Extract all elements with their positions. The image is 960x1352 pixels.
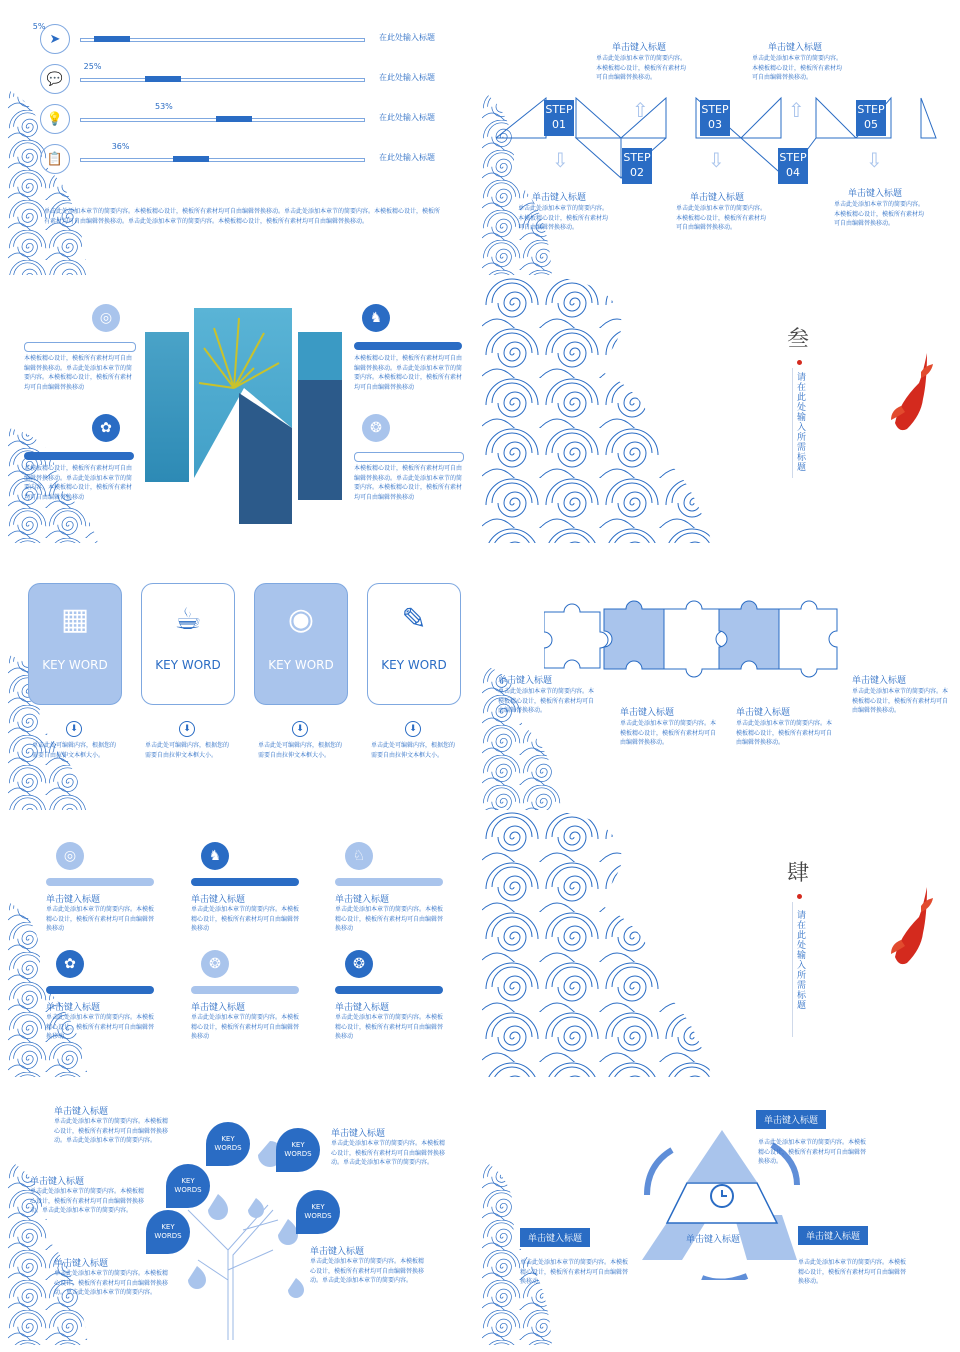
bubble-line1: KEY — [161, 1223, 175, 1231]
card-body: 单击此处可编辑内容，根据您的需要自由拉伸文本框大小。 — [145, 742, 230, 759]
palm-tree-image — [194, 308, 292, 524]
cycle-body: 单击此处添加本章节的简要内容。本模板精心设计，模板所有素材均可自由编辑替换移动。 — [520, 1259, 629, 1285]
feature-bar — [24, 452, 134, 460]
tree-icon: ✿ — [92, 414, 120, 442]
shell-icon: ❂ — [345, 950, 373, 978]
progress-track — [80, 78, 365, 82]
cycle-tag[interactable]: 单击键入标题 — [520, 1228, 590, 1247]
arrow-up-icon: ⇧ — [788, 98, 805, 122]
slide-section-four — [482, 812, 952, 1077]
row-title: 在此处输入标题 — [379, 33, 435, 42]
bubble-line2: WORDS — [174, 1186, 202, 1194]
keyword-bubble — [296, 1190, 340, 1234]
tree-item-body: 单击此处添加本章节的简要内容。本模板精心设计，模板所有素材均可自由编辑替换移动。单击此处添加本章节的简要内容。 — [54, 1118, 169, 1144]
cycle-body: 单击此处添加本章节的简要内容。本模板精心设计，模板所有素材均可自由编辑替换移动。 — [798, 1259, 907, 1285]
tree-item-title: 单击键入标题 — [30, 1177, 85, 1187]
step-word: STEP — [779, 151, 807, 164]
bubble-line2: WORDS — [154, 1232, 182, 1240]
download-arrow-icon: ⬇ — [66, 721, 82, 737]
bubble-line1: KEY — [311, 1203, 325, 1211]
cycle-tag[interactable]: 单击键入标题 — [798, 1226, 868, 1245]
step-title: 单击键入标题 — [532, 193, 587, 203]
step-word: STEP — [857, 103, 885, 116]
red-dot — [797, 360, 802, 365]
chat-bubbles-icon: 💬 — [40, 64, 70, 94]
tree-item-body: 单击此处添加本章节的简要内容。本模板精心设计，模板所有素材均可自由编辑替换移动。单击此处添加本章节的简要内容。 — [30, 1188, 145, 1214]
tree-item-body: 单击此处添加本章节的简要内容。本模板精心设计，模板所有素材均可自由编辑替换移动。单击此处添加本章节的简要内容。 — [54, 1270, 169, 1296]
bubble-line2: WORDS — [284, 1150, 312, 1158]
bubble-line1: KEY — [291, 1141, 305, 1149]
item-bar — [335, 878, 443, 886]
puzzle-body: 单击此处添加本章节的简要内容。本模板精心设计，模板所有素材均可自由编辑替换移动。 — [852, 688, 949, 714]
feature-body: 本模板精心设计，模板所有素材均可自由编辑替换移动。单击此处添加本章节的简要内容。本模板精心设计，模板所有素材均可自由编辑替换移动 — [354, 465, 463, 501]
elephant-icon: ♘ — [345, 842, 373, 870]
item-title: 单击键入标题 — [335, 895, 390, 905]
tree-item-title: 单击键入标题 — [54, 1107, 109, 1117]
row-title: 在此处输入标题 — [379, 113, 435, 122]
puzzle-body: 单击此处添加本章节的简要内容。本模板精心设计，模板所有素材均可自由编辑替换移动。 — [498, 688, 595, 714]
arrow-up-icon: ⇧ — [632, 98, 649, 122]
item-body: 单击此处添加本章节的简要内容。本模板精心设计，模板所有素材均可自由编辑替换移动 — [46, 1014, 155, 1040]
tree-item-title: 单击键入标题 — [331, 1129, 386, 1139]
tree-item-body: 单击此处添加本章节的简要内容。本模板精心设计，模板所有素材均可自由编辑替换移动。单击此处添加本章节的简要内容。 — [310, 1258, 425, 1284]
step-title: 单击键入标题 — [690, 193, 745, 203]
item-bar — [46, 986, 154, 994]
item-title: 单击键入标题 — [191, 895, 246, 905]
feature-bar — [354, 452, 464, 462]
feature-body: 本模板精心设计，模板所有素材均可自由编辑替换移动。单击此处添加本章节的简要内容。本模板精心设计，模板所有素材均可自由编辑替换移动 — [354, 355, 463, 391]
puzzle-title: 单击键入标题 — [852, 676, 907, 686]
row-title: 在此处输入标题 — [379, 73, 435, 82]
puzzle-title: 单击键入标题 — [498, 676, 553, 686]
slide-cycle — [482, 1080, 952, 1345]
photo-collage — [145, 308, 345, 524]
step-number: 01 — [552, 118, 566, 131]
feature-bar — [24, 342, 136, 352]
item-title: 单击键入标题 — [191, 1003, 246, 1013]
coffee-cup-icon: ☕ — [174, 602, 202, 637]
keyword-label: KEY WORD — [155, 658, 221, 672]
step-word: STEP — [623, 151, 651, 164]
zebra-icon: ♞ — [201, 842, 229, 870]
progress-track — [80, 38, 365, 42]
card-body: 单击此处可编辑内容，根据您的需要自由拉伸文本框大小。 — [258, 742, 343, 759]
progress-percent: 53% — [154, 102, 173, 111]
item-body: 单击此处添加本章节的简要内容。本模板精心设计，模板所有素材均可自由编辑替换移动 — [191, 906, 300, 932]
step-box — [700, 100, 730, 136]
item-title: 单击键入标题 — [335, 1003, 390, 1013]
lightbulb-icon: 💡 — [40, 104, 70, 134]
navigation-arrow-icon: ➤ — [40, 24, 70, 54]
step-number: 02 — [630, 166, 644, 179]
item-bar — [46, 878, 154, 886]
koi-fish-illustration — [887, 348, 937, 438]
feature-body: 本模板精心设计，模板所有素材均可自由编辑替换移动。单击此处添加本章节的简要内容。本模板精心设计，模板所有素材均可自由编辑替换移动 — [24, 465, 133, 501]
slide-progress-bars — [8, 10, 478, 275]
row-title: 在此处输入标题 — [379, 153, 435, 162]
step-title: 单击键入标题 — [768, 43, 823, 53]
edit-icon: ✎ — [401, 602, 427, 637]
step-box — [544, 100, 574, 136]
keyword-bubble — [276, 1128, 320, 1172]
step-number: 03 — [708, 118, 722, 131]
item-body: 单击此处添加本章节的简要内容。本模板精心设计，模板所有素材均可自由编辑替换移动 — [335, 906, 444, 932]
progress-fill — [145, 76, 181, 82]
step-title: 单击键入标题 — [612, 43, 667, 53]
big-wave-illustration — [482, 278, 712, 543]
cycle-body: 单击此处添加本章节的简要内容。本模板精心设计，模板所有素材均可自由编辑替换移动。 — [758, 1139, 867, 1165]
step-body: 单击此处添加本章节的简要内容。本模板精心设计，模板所有素材均可自由编辑替换移动。 — [834, 201, 925, 227]
progress-fill — [216, 116, 252, 122]
puzzle-body: 单击此处添加本章节的简要内容。本模板精心设计，模板所有素材均可自由编辑替换移动。 — [736, 720, 833, 746]
step-number: 04 — [786, 166, 800, 179]
cycle-center-title: 单击键入标题 — [686, 1235, 741, 1245]
step-number: 05 — [864, 118, 878, 131]
progress-percent: 5% — [32, 22, 46, 31]
step-word: STEP — [701, 103, 729, 116]
keyword-card[interactable] — [28, 583, 122, 705]
arrow-down-icon: ⇩ — [708, 148, 725, 172]
progress-fill — [173, 156, 209, 162]
item-bar — [191, 878, 299, 886]
download-arrow-icon: ⬇ — [292, 721, 308, 737]
section-subtitle: 请在此处输入所需标题 — [795, 910, 805, 1010]
binoculars-icon: ◎ — [56, 842, 84, 870]
arrow-down-icon: ⇩ — [552, 148, 569, 172]
progress-track — [80, 158, 365, 162]
slide-puzzle — [482, 545, 952, 810]
slide-keyword-cards — [8, 545, 478, 810]
item-body: 单击此处添加本章节的简要内容。本模板精心设计，模板所有素材均可自由编辑替换移动 — [46, 906, 155, 932]
feature-body: 本模板精心设计，模板所有素材均可自由编辑替换移动。单击此处添加本章节的简要内容。本模板精心设计，模板所有素材均可自由编辑替换移动 — [24, 355, 133, 391]
step-box — [856, 100, 886, 136]
progress-track — [80, 118, 365, 122]
step-word: STEP — [545, 103, 573, 116]
red-dot — [797, 894, 802, 899]
section-subtitle: 请在此处输入所需标题 — [795, 372, 805, 472]
progress-percent: 36% — [111, 142, 130, 151]
keyword-card[interactable] — [141, 583, 235, 705]
keyword-label: KEY WORD — [42, 658, 108, 672]
step-box — [622, 148, 652, 184]
calendar-icon: ▦ — [60, 602, 90, 637]
progress-percent: 25% — [83, 62, 102, 71]
binoculars-icon: ◎ — [92, 304, 120, 332]
puzzle-title: 单击键入标题 — [620, 708, 675, 718]
slide-steps — [482, 10, 952, 275]
keyword-bubble — [166, 1164, 210, 1208]
card-body: 单击此处可编辑内容，根据您的需要自由拉伸文本框大小。 — [32, 742, 117, 759]
koi-fish-illustration — [887, 882, 937, 972]
bubble-line2: WORDS — [214, 1144, 242, 1152]
step-box — [778, 148, 808, 184]
tree-item-body: 单击此处添加本章节的简要内容。本模板精心设计，模板所有素材均可自由编辑替换移动。单击此处添加本章节的简要内容。 — [331, 1140, 446, 1166]
shell-icon: ❂ — [362, 414, 390, 442]
step-body: 单击此处添加本章节的简要内容。本模板精心设计，模板所有素材均可自由编辑替换移动。 — [518, 205, 609, 231]
eye-icon: ◉ — [287, 602, 315, 637]
keyword-card[interactable] — [367, 583, 461, 705]
bubble-line1: KEY — [181, 1177, 195, 1185]
section-body-text: 单击此处添加本章节的简要内容。本模板精心设计，模板所有素材均可自由编辑替换移动。单击此处添加本章节的简要内容。本模板精心设计，模板所有素材均可自由编辑替换移动。单击此处添加本章节的简要内容。本模板精心设计，模板所有素材均可自由编辑替换移动。 — [44, 208, 441, 225]
keyword-label: KEY WORD — [268, 658, 334, 672]
step-body: 单击此处添加本章节的简要内容。本模板精心设计，模板所有素材均可自由编辑替换移动。 — [596, 55, 687, 81]
item-body: 单击此处添加本章节的简要内容。本模板精心设计，模板所有素材均可自由编辑替换移动 — [191, 1014, 300, 1040]
bubble-line2: WORDS — [304, 1212, 332, 1220]
slide-section-three — [482, 278, 952, 543]
cycle-tag[interactable]: 单击键入标题 — [756, 1110, 826, 1129]
keyword-bubble — [206, 1122, 250, 1166]
bubble-line1: KEY — [221, 1135, 235, 1143]
clipboard-icon: 📋 — [40, 144, 70, 174]
step-title: 单击键入标题 — [848, 189, 903, 199]
puzzle-body: 单击此处添加本章节的简要内容。本模板精心设计，模板所有素材均可自由编辑替换移动。 — [620, 720, 717, 746]
big-wave-illustration — [482, 812, 712, 1077]
card-body: 单击此处可编辑内容，根据您的需要自由拉伸文本框大小。 — [371, 742, 456, 759]
progress-fill — [94, 36, 130, 42]
slide-photo-features — [8, 278, 478, 543]
item-bar — [335, 986, 443, 994]
section-number: 叁 — [787, 327, 810, 352]
item-title: 单击键入标题 — [46, 1003, 101, 1013]
tree-icon: ✿ — [56, 950, 84, 978]
slide-keyword-tree — [8, 1080, 478, 1345]
arrow-down-icon: ⇩ — [866, 148, 883, 172]
section-number: 肆 — [787, 861, 810, 886]
tree-item-title: 单击键入标题 — [54, 1259, 109, 1269]
item-title: 单击键入标题 — [46, 895, 101, 905]
keyword-bubble — [146, 1210, 190, 1254]
feature-bar — [354, 342, 462, 350]
step-body: 单击此处添加本章节的简要内容。本模板精心设计，模板所有素材均可自由编辑替换移动。 — [752, 55, 843, 81]
item-bar — [191, 986, 299, 994]
puzzle-pieces — [544, 587, 864, 691]
download-arrow-icon: ⬇ — [179, 721, 195, 737]
step-body: 单击此处添加本章节的简要内容。本模板精心设计，模板所有素材均可自由编辑替换移动。 — [676, 205, 767, 231]
slide-icon-grid — [8, 812, 478, 1077]
tree-item-title: 单击键入标题 — [310, 1247, 365, 1257]
wave-decoration — [482, 1160, 552, 1345]
keyword-label: KEY WORD — [381, 658, 447, 672]
shell-icon: ❂ — [201, 950, 229, 978]
puzzle-title: 单击键入标题 — [736, 708, 791, 718]
download-arrow-icon: ⬇ — [405, 721, 421, 737]
zebra-icon: ♞ — [362, 304, 390, 332]
keyword-card[interactable] — [254, 583, 348, 705]
item-body: 单击此处添加本章节的简要内容。本模板精心设计，模板所有素材均可自由编辑替换移动 — [335, 1014, 444, 1040]
